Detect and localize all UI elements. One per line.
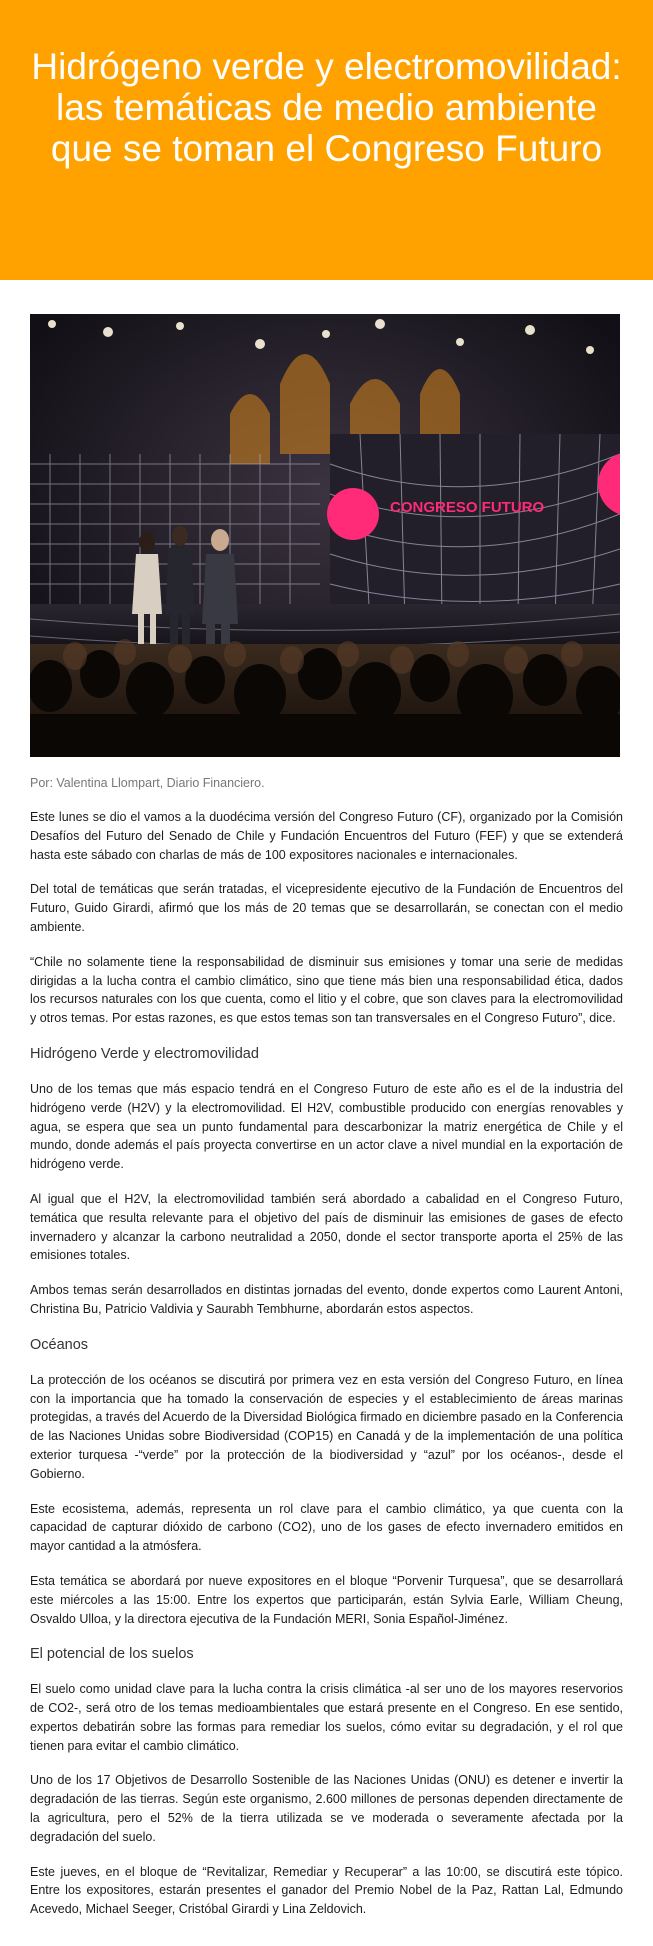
- paragraph: El suelo como unidad clave para la lucha contra la crisis climática -al ser uno de los mayores reservorios de CO2-, será otro de los temas medioambientales que estará presente en el Congreso. En ese sentido, expertos debatirán sobre las formas para remediar los suelos, cómo evitar su degradación, y el rol que tienen para evitar el cambio climático.: [30, 1682, 623, 1753]
- section-heading: El potencial de los suelos: [30, 1646, 194, 1663]
- article-title: Hidrógeno verde y electromovilidad: las temáticas de medio ambiente que se toman el Congreso Futuro: [31, 46, 622, 169]
- paragraph: Ambos temas serán desarrollados en distintas jornadas del evento, donde expertos como Laurent Antoni, Christina Bu, Patricio Valdivia y Saurabh Tembhurne, abordarán estos aspectos.: [30, 1283, 623, 1316]
- paragraph: Al igual que el H2V, la electromovilidad también será abordado a cabalidad en el Congreso Futuro, temática que resulta relevante para el objetivo del país de disminuir las emisiones de gases de efecto invernadero y alcanzar la carbono neutralidad a 2050, donde el sector transporte aporta el 25% de las emisiones totales.: [30, 1191, 623, 1263]
- paragraph: Este lunes se dio el vamos a la duodécima versión del Congreso Futuro (CF), organizado por la Comisión Desafíos del Futuro del Senado de Chile y Fundación Encuentros del Futuro (FEF) y que se extenderá hasta este sábado con charlas de más de 100 expositores nacionales e internacionales.: [30, 810, 623, 862]
- section-heading: Océanos: [30, 1336, 89, 1353]
- paragraph: Este jueves, en el bloque de “Revitalizar, Remediar y Recuperar” a las 10:00, se discutirá este tópico. Entre los expositores, estarán presentes el ganador del Premio Nobel de la Paz, Rattan Lal, Edmundo Acevedo, Michael Seeger, Cristóbal Girardi y Lina Zeldovich.: [30, 1864, 623, 1917]
- article-header: [0, 0, 653, 280]
- stage-illustration: [30, 314, 620, 757]
- stage-sign-text: CONGRESO FUTURO: [390, 499, 545, 516]
- paragraph: Esta temática se abordará por nueve expositores en el bloque “Porvenir Turquesa”, que se desarrollará este miércoles a las 15:00. Entre los expertos que participarán, están Sylvia Earle, William Cheung, Osvaldo Ulloa, y la directora ejecutiva de la Fundación MERI, Sonia Español-Jiménez.: [30, 1573, 623, 1626]
- paragraph: Del total de temáticas que serán tratadas, el vicepresidente ejecutivo de la Fundación de Encuentros del Futuro, Guido Girardi, afirmó que los más de 20 temas que se desarrollarán, se conectan con el medio ambiente.: [30, 882, 623, 934]
- paragraph: La protección de los océanos se discutirá por primera vez en esta versión del Congreso Futuro, en línea con la importancia que ha tomado la conservación de especies y el establecimiento de áreas marinas protegidas, a través del Acuerdo de la Diversidad Biológica firmado en diciembre pasado en la Conferencia de las Naciones Unidas sobre Biodiversidad (COP15) en Canadá y de la implementación de una política exterior turquesa -“verde” por la protección de la biodiversidad y “azul” por los océanos-, desde el Gobierno.: [30, 1372, 623, 1481]
- article-byline: Por: Valentina Llompart, Diario Financiero.: [30, 776, 265, 790]
- hero-photo: [30, 314, 620, 757]
- paragraph: Uno de los temas que más espacio tendrá en el Congreso Futuro de este año es el de la industria del hidrógeno verde (H2V) y la electromovilidad. El H2V, combustible producido con energías renovables y agua, se espera que sea un punto fundamental para descarbonizar la matriz energética de Chile y el mundo, donde además el país proyecta convertirse en un actor clave a nivel mundial en la exportación de hidrógeno verde.: [30, 1081, 623, 1172]
- paragraph: Este ecosistema, además, representa un rol clave para el cambio climático, ya que cuenta con la capacidad de capturar dióxido de carbono (CO2), uno de los gases de efecto invernadero emitidos en mayor cantidad a la atmósfera.: [30, 1501, 623, 1554]
- article-content: [0, 280, 653, 1919]
- article-body: [30, 808, 623, 1919]
- paragraph: Uno de los 17 Objetivos de Desarrollo Sostenible de las Naciones Unidas (ONU) es detener e invertir la degradación de las tierras. Según este organismo, 2.600 millones de personas dependen directamente de la agricultura, pero el 52% de la tierra utilizada se ve moderada o severamente afectada por la degradación del suelo.: [30, 1773, 623, 1844]
- section-heading: Hidrógeno Verde y electromovilidad: [30, 1045, 259, 1062]
- paragraph: “Chile no solamente tiene la responsabilidad de disminuir sus emisiones y tomar una serie de medidas dirigidas a la lucha contra el cambio climático, sino que tiene más bien una responsabilidad ética, dados los recursos naturales con los que cuenta, como el litio y el cobre, que son claves para la electromovilidad y otros temas. Por estas razones, es que estos temas son tan transversales en el Congreso Futuro”, dice.: [30, 954, 623, 1026]
